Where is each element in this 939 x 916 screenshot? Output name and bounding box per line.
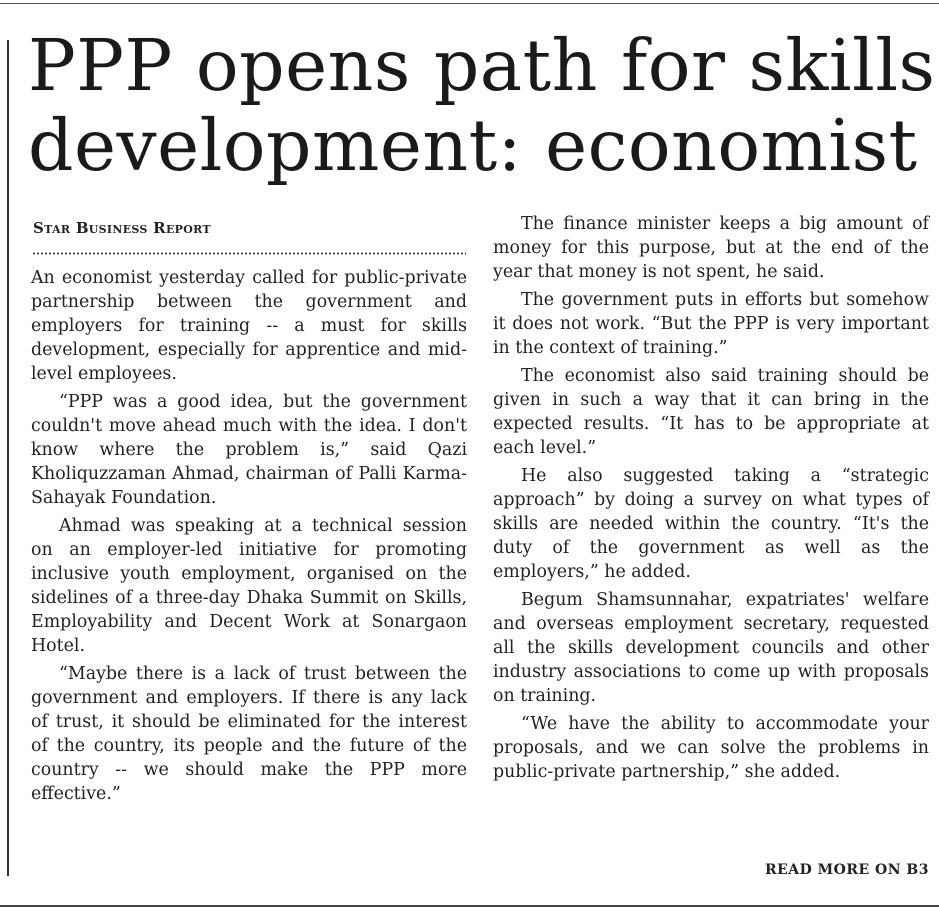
left-rule — [7, 40, 9, 876]
paragraph: The government puts in efforts but somehow it does not work. “But the PPP is very important in the context of training.” — [493, 290, 929, 358]
paragraph: Begum Shamsunnahar, expatriates' welfare and overseas employment secretary, requested all the skills development councils and other industry associations to come up with proposals on training. — [493, 590, 929, 706]
paragraph: He also suggested taking a “strategic approach” by doing a survey on what types of skills are needed within the country. “It's the duty of the government as well as the employers,” he added. — [493, 466, 929, 582]
paragraph: “Maybe there is a lack of trust between the government and employers. If there is any lack of trust, it should be eliminated for the interest of the country, its people and the future of the country -- we should make the PPP more effective.” — [31, 664, 467, 804]
paragraph: The economist also said training should be given in such a way that it can bring in the expected results. “It has to be appropriate at each level.” — [493, 366, 929, 458]
headline-line-1: PPP opens path for skills — [28, 24, 936, 107]
byline: Star Business Report — [33, 219, 211, 237]
bottom-rule — [0, 905, 939, 907]
article-column-2 — [493, 212, 929, 784]
top-rule — [0, 3, 939, 4]
paragraph: The finance minister keeps a big amount of money for this purpose, but at the end of the year that money is not spent, he said. — [493, 214, 929, 282]
paragraph: An economist yesterday called for public-private partnership between the government and employers for training -- a must for skills development, especially for apprentice and mid-level employees. — [31, 268, 467, 384]
paragraph: “PPP was a good idea, but the government couldn't move ahead much with the idea. I don't know where the problem is,” said Qazi Kholiquzzaman Ahmad, chairman of Palli Karma-Sahayak Foundation. — [31, 392, 467, 508]
headline — [28, 24, 936, 187]
paragraph: “We have the ability to accommodate your proposals, and we can solve the problems in public-private partnership,” she added. — [493, 714, 929, 782]
paragraph: Ahmad was speaking at a technical session on an employer-led initiative for promoting inclusive youth employment, organised on the sidelines of a three-day Dhaka Summit on Skills, Employability and Decent Work at Sonargaon Hotel. — [31, 516, 467, 656]
headline-line-2: development: economist — [28, 104, 918, 187]
article-column-1 — [31, 266, 467, 806]
dotted-divider — [32, 252, 466, 255]
read-more-link[interactable]: READ MORE ON B3 — [765, 862, 929, 878]
